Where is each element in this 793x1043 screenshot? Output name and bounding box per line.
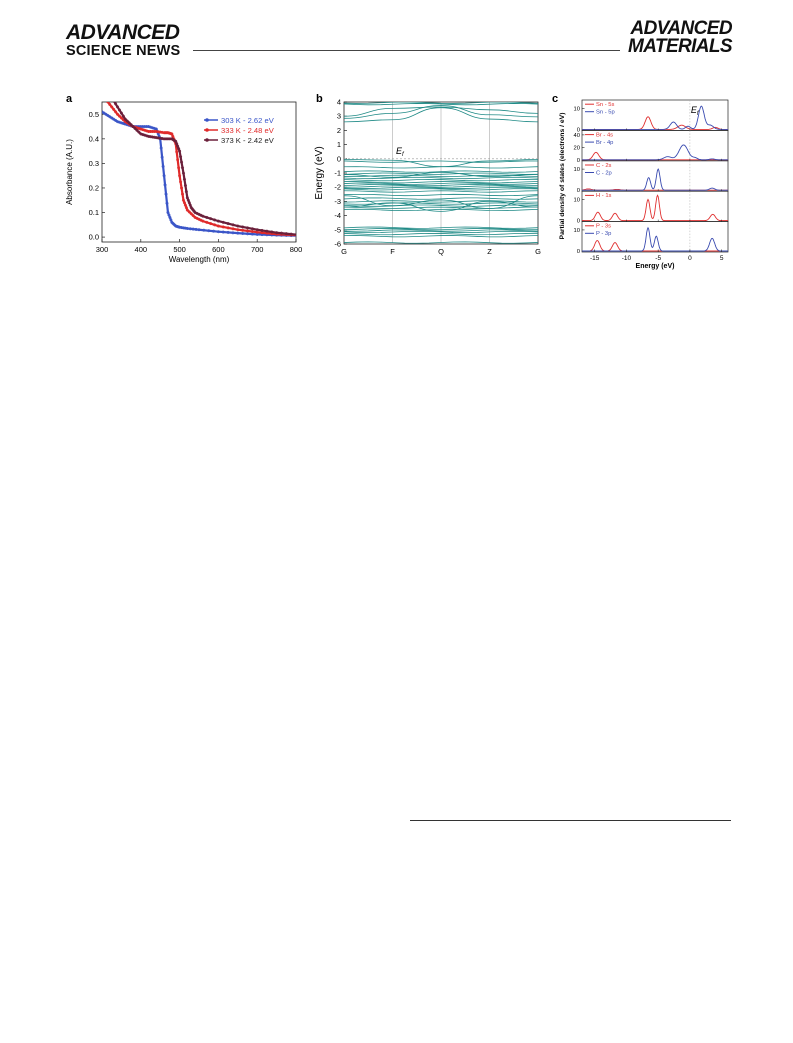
plot-area <box>101 84 296 237</box>
x-tick-label: 500 <box>173 245 186 254</box>
pdos-line <box>582 145 728 160</box>
y-tick-label: 10 <box>573 227 580 234</box>
x-axis-label: Energy (eV) <box>635 263 675 270</box>
legend-entry: Br - 4p <box>596 139 614 146</box>
data-point <box>105 88 108 91</box>
data-point <box>103 96 106 99</box>
legend-marker <box>205 118 209 122</box>
journal-logo-right <box>626 20 732 56</box>
data-point <box>110 96 113 99</box>
y-axis-label: Energy (eV) <box>314 146 325 200</box>
journal-logo-left-line1: ADVANCED <box>66 21 180 44</box>
pdos-line <box>582 241 728 252</box>
legend-entry: P - 3s <box>596 223 612 230</box>
x-tick-label: 400 <box>134 245 148 254</box>
x-tick-label: 0 <box>688 255 692 262</box>
fermi-level-label: $E_f$ <box>396 145 404 158</box>
x-tick-label: -15 <box>589 255 600 262</box>
y-tick-label: 1 <box>336 140 341 150</box>
journal-logo-right-line2: MATERIALS <box>627 36 732 58</box>
y-tick-label: 0 <box>576 249 580 255</box>
header-rule <box>193 50 620 51</box>
y-tick-label: -1 <box>334 168 341 178</box>
legend-entry: H - 1s <box>596 193 612 200</box>
k-point-label: F <box>390 247 395 256</box>
y-tick-label: 0 <box>336 154 341 164</box>
y-tick-label: 10 <box>573 106 580 113</box>
y-tick-label: 4 <box>336 97 341 107</box>
panel-letter-b: b <box>316 93 323 105</box>
y-axis-label: Absorbance (A.U.) <box>65 139 74 205</box>
legend-entry: Br - 4s <box>596 132 614 139</box>
legend-entry: C - 2p <box>596 170 612 177</box>
fermi-level-subscript: f <box>696 111 699 117</box>
y-tick-label: 0.1 <box>88 208 99 218</box>
legend-marker <box>205 128 209 132</box>
data-point <box>107 91 110 94</box>
journal-logo-left <box>66 22 180 59</box>
y-tick-label: 0 <box>576 218 580 225</box>
x-axis-label: Wavelength (nm) <box>168 255 230 264</box>
y-tick-label: -5 <box>334 225 341 235</box>
x-tick-label: 800 <box>289 245 303 254</box>
journal-logo-right-line1: ADVANCED <box>630 18 732 39</box>
absorbance-chart <box>62 92 302 267</box>
panel-letter-a: a <box>66 93 73 105</box>
journal-logo-left-line2: SCIENCE NEWS <box>66 43 181 59</box>
data-point <box>103 86 106 89</box>
y-tick-label: -2 <box>334 182 341 192</box>
footnote-rule <box>410 820 731 821</box>
y-tick-label: -6 <box>334 239 341 249</box>
x-tick-label: 5 <box>719 255 724 262</box>
data-point <box>101 84 104 87</box>
series-line <box>102 85 296 235</box>
y-axis-label: Partial density of states (electrons / eV) <box>559 112 566 240</box>
legend-entry: 373 K - 2.42 eV <box>221 135 274 145</box>
legend-entry: P - 3p <box>596 231 612 238</box>
pdos-chart <box>552 92 732 270</box>
y-tick-label: 0.3 <box>88 158 99 168</box>
y-tick-label: 10 <box>573 167 580 174</box>
y-tick-label: -3 <box>334 196 341 206</box>
y-tick-label: 0 <box>576 157 580 164</box>
x-tick-label: -10 <box>621 255 632 262</box>
data-point <box>105 98 108 101</box>
y-tick-label: 0.4 <box>88 134 99 144</box>
y-tick-label: 10 <box>573 197 580 204</box>
y-tick-label: 0.0 <box>88 232 99 242</box>
legend-entry: Sn - 5s <box>596 102 615 108</box>
pdos-line <box>582 117 728 130</box>
x-tick-label: 700 <box>250 245 264 254</box>
y-tick-label: 0.5 <box>88 109 99 119</box>
legend-entry: C - 2s <box>596 162 612 169</box>
legend-marker <box>205 138 209 142</box>
y-tick-label: 40 <box>573 132 580 139</box>
k-point-label: G <box>341 247 347 256</box>
k-point-label: G <box>535 247 541 256</box>
x-tick-label: 300 <box>95 245 109 254</box>
y-tick-label: -4 <box>334 211 341 221</box>
pdos-line <box>582 152 728 160</box>
k-point-label: Q <box>438 247 444 256</box>
fermi-level-subscript: f <box>402 151 404 158</box>
y-tick-label: 0 <box>576 127 580 134</box>
data-point <box>101 93 104 96</box>
fermi-level-label: $E_f$ <box>690 105 699 117</box>
x-tick-label: -5 <box>655 255 662 262</box>
y-tick-label: 0 <box>576 188 580 195</box>
x-tick-label: 600 <box>212 245 225 254</box>
y-tick-label: 2 <box>336 125 341 135</box>
legend-entry: 303 K - 2.62 eV <box>221 115 274 125</box>
legend-entry: Sn - 5p <box>596 109 615 116</box>
legend-entry: 333 K - 2.48 eV <box>221 125 274 135</box>
data-point <box>108 93 111 96</box>
panel-letter-c: c <box>552 93 559 105</box>
y-tick-label: 20 <box>573 145 580 152</box>
k-point-label: Z <box>487 247 492 256</box>
y-tick-label: 3 <box>336 111 341 121</box>
band-structure-chart <box>312 92 544 262</box>
y-tick-label: 0.2 <box>88 183 99 193</box>
